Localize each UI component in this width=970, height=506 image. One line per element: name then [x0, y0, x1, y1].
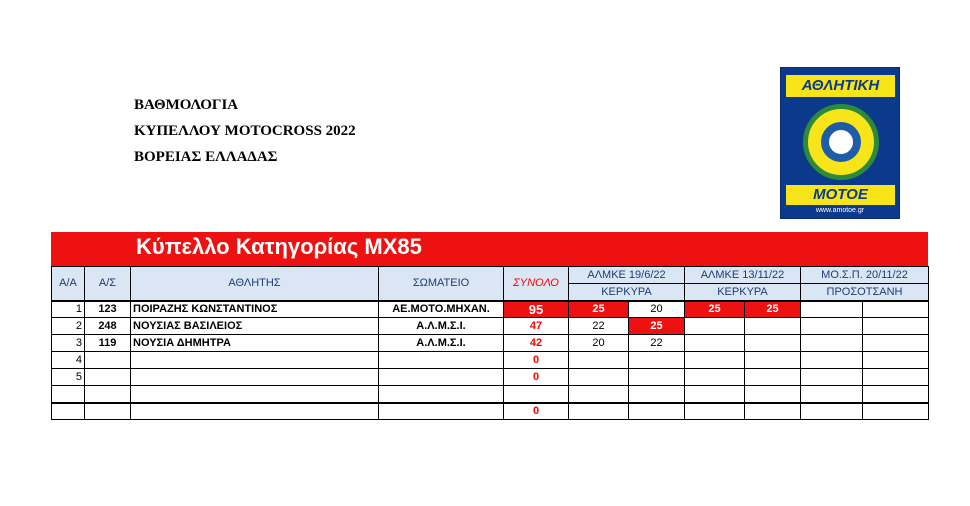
- standings-table: [51, 266, 929, 420]
- cell-points: [745, 352, 801, 369]
- cell-aa: 2: [52, 318, 85, 335]
- cell-athlete: ΠΟΙΡΑΖΗΣ ΚΩΝΣΤΑΝΤΙΝΟΣ: [131, 301, 379, 318]
- event-1-name: ΑΛΜΚΕ 19/6/22: [569, 267, 685, 284]
- cell-points: [801, 403, 863, 420]
- cell-points: [685, 403, 745, 420]
- header-row-1: [52, 267, 929, 284]
- cell-points: [745, 335, 801, 352]
- cell-points: 25: [745, 301, 801, 318]
- cell-athlete: [131, 369, 379, 386]
- cell-points: [629, 369, 685, 386]
- cell-points: [569, 386, 629, 403]
- cell-athlete: ΝΟΥΣΙΑ ΔΗΜΗΤΡΑ: [131, 335, 379, 352]
- table-row: [52, 369, 929, 386]
- logo-top-text: ΑΘΛΗΤΙΚΗ: [786, 75, 895, 97]
- cell-aa: 4: [52, 352, 85, 369]
- header-line-2: ΚΥΠΕΛΛΟΥ MOTOCROSS 2022: [134, 123, 356, 139]
- cell-points: [569, 403, 629, 420]
- cell-points: [685, 335, 745, 352]
- federation-logo: [780, 67, 900, 219]
- cell-points: [629, 386, 685, 403]
- cell-points: 22: [629, 335, 685, 352]
- cell-points: [863, 386, 929, 403]
- cell-total: 0: [504, 403, 569, 420]
- cell-points: [629, 352, 685, 369]
- cell-as: 119: [85, 335, 131, 352]
- col-header-total: ΣΥΝΟΛΟ: [504, 267, 569, 301]
- table-row: [52, 352, 929, 369]
- cell-as: 123: [85, 301, 131, 318]
- cell-total: 95: [504, 301, 569, 318]
- cell-points: 20: [569, 335, 629, 352]
- document-header: [134, 92, 356, 170]
- cell-total: 42: [504, 335, 569, 352]
- logo-arrows-icon: [821, 122, 861, 162]
- cell-points: 25: [629, 318, 685, 335]
- cell-points: [745, 403, 801, 420]
- category-title: Κύπελλο Κατηγορίας MX85: [136, 234, 422, 259]
- cell-points: [569, 369, 629, 386]
- cell-athlete: ΝΟΥΣΙΑΣ ΒΑΣΙΛΕΙΟΣ: [131, 318, 379, 335]
- cell-club: [379, 403, 504, 420]
- cell-points: [745, 369, 801, 386]
- cell-points: 25: [685, 301, 745, 318]
- cell-points: [801, 352, 863, 369]
- header-line-1: ΒΑΘΜΟΛΟΓΙΑ: [134, 97, 239, 113]
- cell-points: [685, 318, 745, 335]
- cell-club: [379, 352, 504, 369]
- cell-points: [745, 386, 801, 403]
- cell-aa: 5: [52, 369, 85, 386]
- cell-points: [863, 318, 929, 335]
- cell-total: 47: [504, 318, 569, 335]
- table-row: [52, 386, 929, 403]
- cell-athlete: [131, 403, 379, 420]
- cell-athlete: [131, 386, 379, 403]
- cell-as: [85, 386, 131, 403]
- col-header-athlete: ΑΘΛΗΤΗΣ: [131, 267, 379, 301]
- cell-points: [863, 403, 929, 420]
- cell-points: [801, 386, 863, 403]
- event-3-name: ΜΟ.Σ.Π. 20/11/22: [801, 267, 929, 284]
- cell-points: [863, 301, 929, 318]
- logo-url: www.amotoe.gr: [815, 207, 865, 214]
- cell-aa: [52, 386, 85, 403]
- cell-points: [863, 335, 929, 352]
- cell-aa: [52, 403, 85, 420]
- cell-club: Α.Λ.Μ.Σ.Ι.: [379, 318, 504, 335]
- cell-points: [801, 335, 863, 352]
- cell-as: [85, 369, 131, 386]
- cell-aa: 1: [52, 301, 85, 318]
- cell-club: ΑΕ.ΜΟΤΟ.ΜΗΧΑΝ.: [379, 301, 504, 318]
- header-line-3: ΒΟΡΕΙΑΣ ΕΛΛΑΔΑΣ: [134, 149, 278, 165]
- event-2-name: ΑΛΜΚΕ 13/11/22: [685, 267, 801, 284]
- cell-aa: 3: [52, 335, 85, 352]
- cell-points: [801, 318, 863, 335]
- cell-club: Α.Λ.Μ.Σ.Ι.: [379, 335, 504, 352]
- cell-points: [863, 369, 929, 386]
- cell-club: [379, 369, 504, 386]
- table-row: [52, 318, 929, 335]
- table-row: [52, 335, 929, 352]
- cell-points: [745, 318, 801, 335]
- cell-points: [685, 369, 745, 386]
- cell-points: [685, 386, 745, 403]
- col-header-as: Α/Σ: [85, 267, 131, 301]
- cell-total: 0: [504, 352, 569, 369]
- cell-athlete: [131, 352, 379, 369]
- event-2-place: ΚΕΡΚΥΡΑ: [685, 284, 801, 301]
- table-row: [52, 403, 929, 420]
- cell-points: [629, 403, 685, 420]
- cell-points: 25: [569, 301, 629, 318]
- cell-club: [379, 386, 504, 403]
- cell-points: [685, 352, 745, 369]
- category-title-bar: [51, 232, 928, 266]
- col-header-club: ΣΩΜΑΤΕΙΟ: [379, 267, 504, 301]
- cell-total: [504, 386, 569, 403]
- cell-points: [801, 369, 863, 386]
- cell-points: 20: [629, 301, 685, 318]
- table-row: [52, 301, 929, 318]
- cell-points: [801, 301, 863, 318]
- cell-total: 0: [504, 369, 569, 386]
- cell-as: 248: [85, 318, 131, 335]
- logo-emblem: [803, 104, 879, 180]
- cell-as: [85, 352, 131, 369]
- col-header-aa: Α/Α: [52, 267, 85, 301]
- cell-points: 22: [569, 318, 629, 335]
- event-1-place: ΚΕΡΚΥΡΑ: [569, 284, 685, 301]
- cell-as: [85, 403, 131, 420]
- logo-bottom-text: ΜΟΤΟΕ: [786, 185, 895, 205]
- event-3-place: ΠΡΟΣΟΤΣΑΝΗ: [801, 284, 929, 301]
- cell-points: [569, 352, 629, 369]
- cell-points: [863, 352, 929, 369]
